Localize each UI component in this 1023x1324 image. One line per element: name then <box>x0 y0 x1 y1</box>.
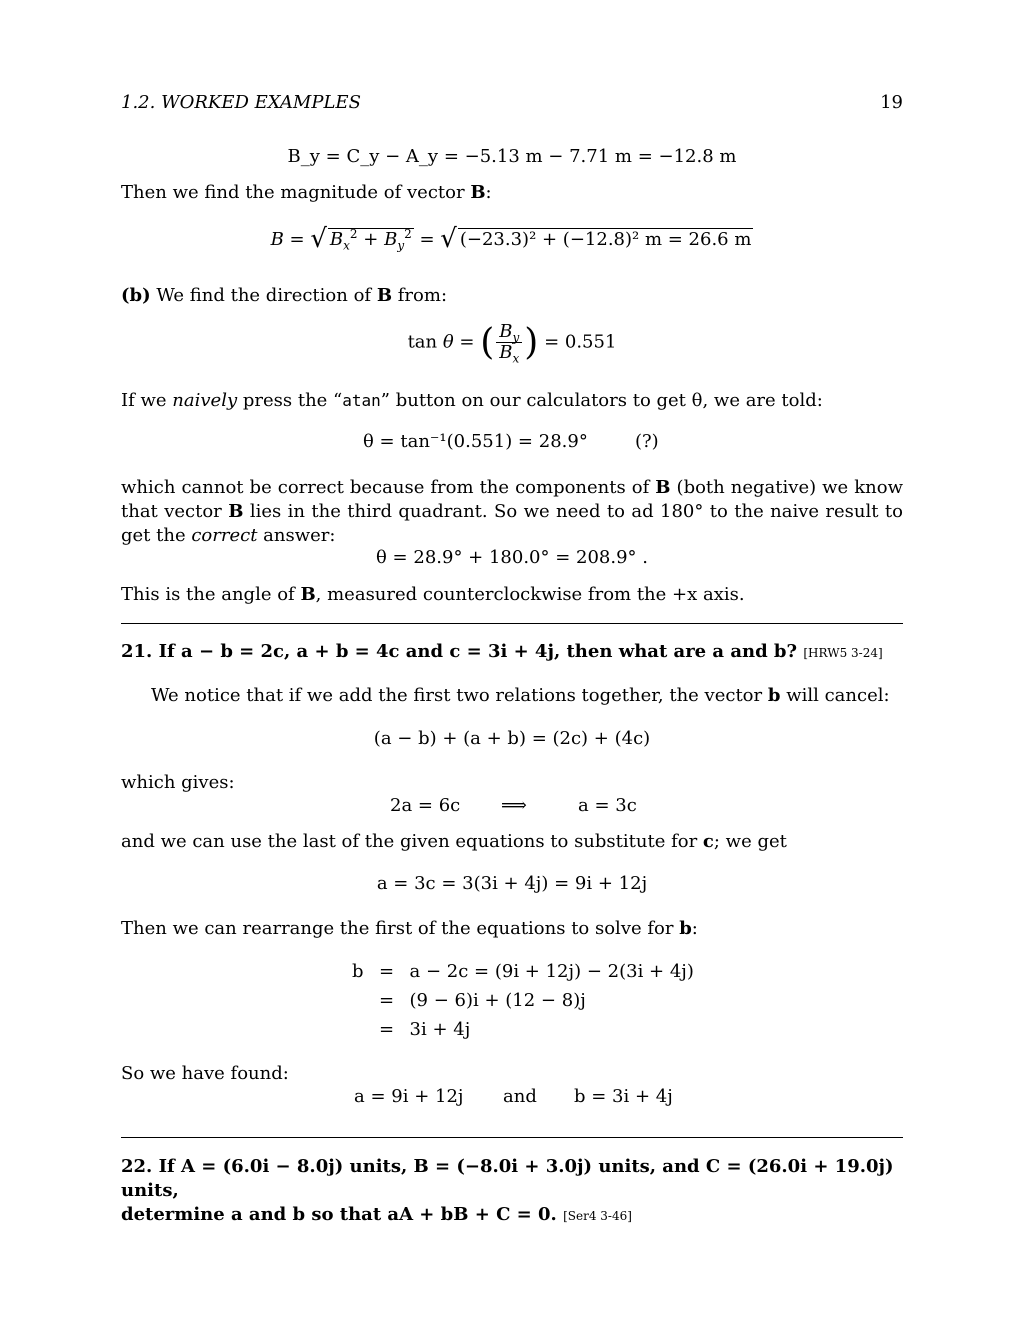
equation-atan-question: (?) <box>635 431 659 452</box>
equation-sum: (a − b) + (a + b) = (2c) + (4c) <box>373 728 651 749</box>
page-number: 19 <box>880 92 903 113</box>
magnitude-value: (−23.3)² + (−12.8)² m = 26.6 m <box>459 229 752 250</box>
paragraph-naive: If we naively press the “atan” button on our calculators to get θ, we are told: <box>121 390 823 411</box>
equation-theta-final: θ = 28.9° + 180.0° = 208.9° . <box>376 547 648 568</box>
atan-button-label: atan <box>342 391 381 410</box>
aligned-row: = (9 − 6)i + (12 − 8)j <box>378 990 586 1011</box>
result-b: b = 3i + 4j <box>574 1086 673 1107</box>
result-and: and <box>503 1086 537 1107</box>
problem-21-heading: 21. If a − b = 2c, a + b = 4c and c = 3i + 4j, then what are a and b? [HRW5 3-24] <box>121 641 883 662</box>
equation-a-full: a = 3c = 3(3i + 4j) = 9i + 12j <box>376 873 648 894</box>
divider <box>121 623 903 624</box>
problem-number: 22. <box>121 1156 153 1177</box>
aligned-row: = 3i + 4j <box>378 1019 471 1040</box>
equation-by: B_y = C_y − A_y = −5.13 m − 7.71 m = −12.8 m <box>287 146 737 167</box>
equation-a: a = 3c <box>578 795 637 816</box>
aligned-row: b = a − 2c = (9i + 12j) − 2(3i + 4j) <box>352 961 694 982</box>
textbook-page <box>121 0 903 1324</box>
paragraph-part-b: (b) We find the direction of B from: <box>121 285 448 306</box>
paragraph-angle: This is the angle of B, measured counterclockwise from the +x axis. <box>121 584 745 605</box>
part-b-label: (b) <box>121 285 151 306</box>
equation-tan: tan θ = ( $\frac{B_y}{B_x}$ ) = 0.551 <box>407 321 617 366</box>
reference: [HRW5 3-24] <box>803 646 883 660</box>
divider <box>121 1137 903 1138</box>
aligned-equations <box>346 957 700 1044</box>
running-header <box>121 92 903 113</box>
result-a: a = 9i + 12j <box>354 1086 464 1107</box>
problem-number: 21. <box>121 641 153 662</box>
paragraph-quadrant: which cannot be correct because from the components of B (both negative) we know that vector B lies in the third quadrant. So we need to ad 180° to the naive result to get the correct answer: <box>121 477 903 546</box>
section-title: 1.2. WORKED EXAMPLES <box>121 92 361 113</box>
paragraph-found: So we have found: <box>121 1063 289 1084</box>
paragraph-substitute: and we can use the last of the given equations to substitute for c; we get <box>121 831 787 852</box>
paragraph-rearrange: Then we can rearrange the first of the equations to solve for b: <box>121 918 698 939</box>
implies-arrow: ⟹ <box>501 795 527 816</box>
equation-atan: θ = tan⁻¹(0.551) = 28.9° <box>363 431 588 452</box>
paragraph-which-gives: which gives: <box>121 772 235 793</box>
equation-magnitude: B = √ $B_x^2 + B_y^2$ = √ (−23.3)² + (−12.8)² m = 26.6 m <box>270 224 752 254</box>
equation-2a: 2a = 6c <box>390 795 461 816</box>
reference: [Ser4 3-46] <box>563 1209 632 1223</box>
paragraph-magnitude: Then we find the magnitude of vector B: <box>121 182 492 203</box>
problem-22-heading: 22. If A = (6.0i − 8.0j) units, B = (−8.0i + 3.0j) units, and C = (26.0i + 19.0j) units, determine a and b so that aA + bB + C = 0. [Ser4 3-46] <box>121 1156 894 1225</box>
paragraph-notice: We notice that if we add the first two relations together, the vector b will cancel: <box>151 685 890 706</box>
